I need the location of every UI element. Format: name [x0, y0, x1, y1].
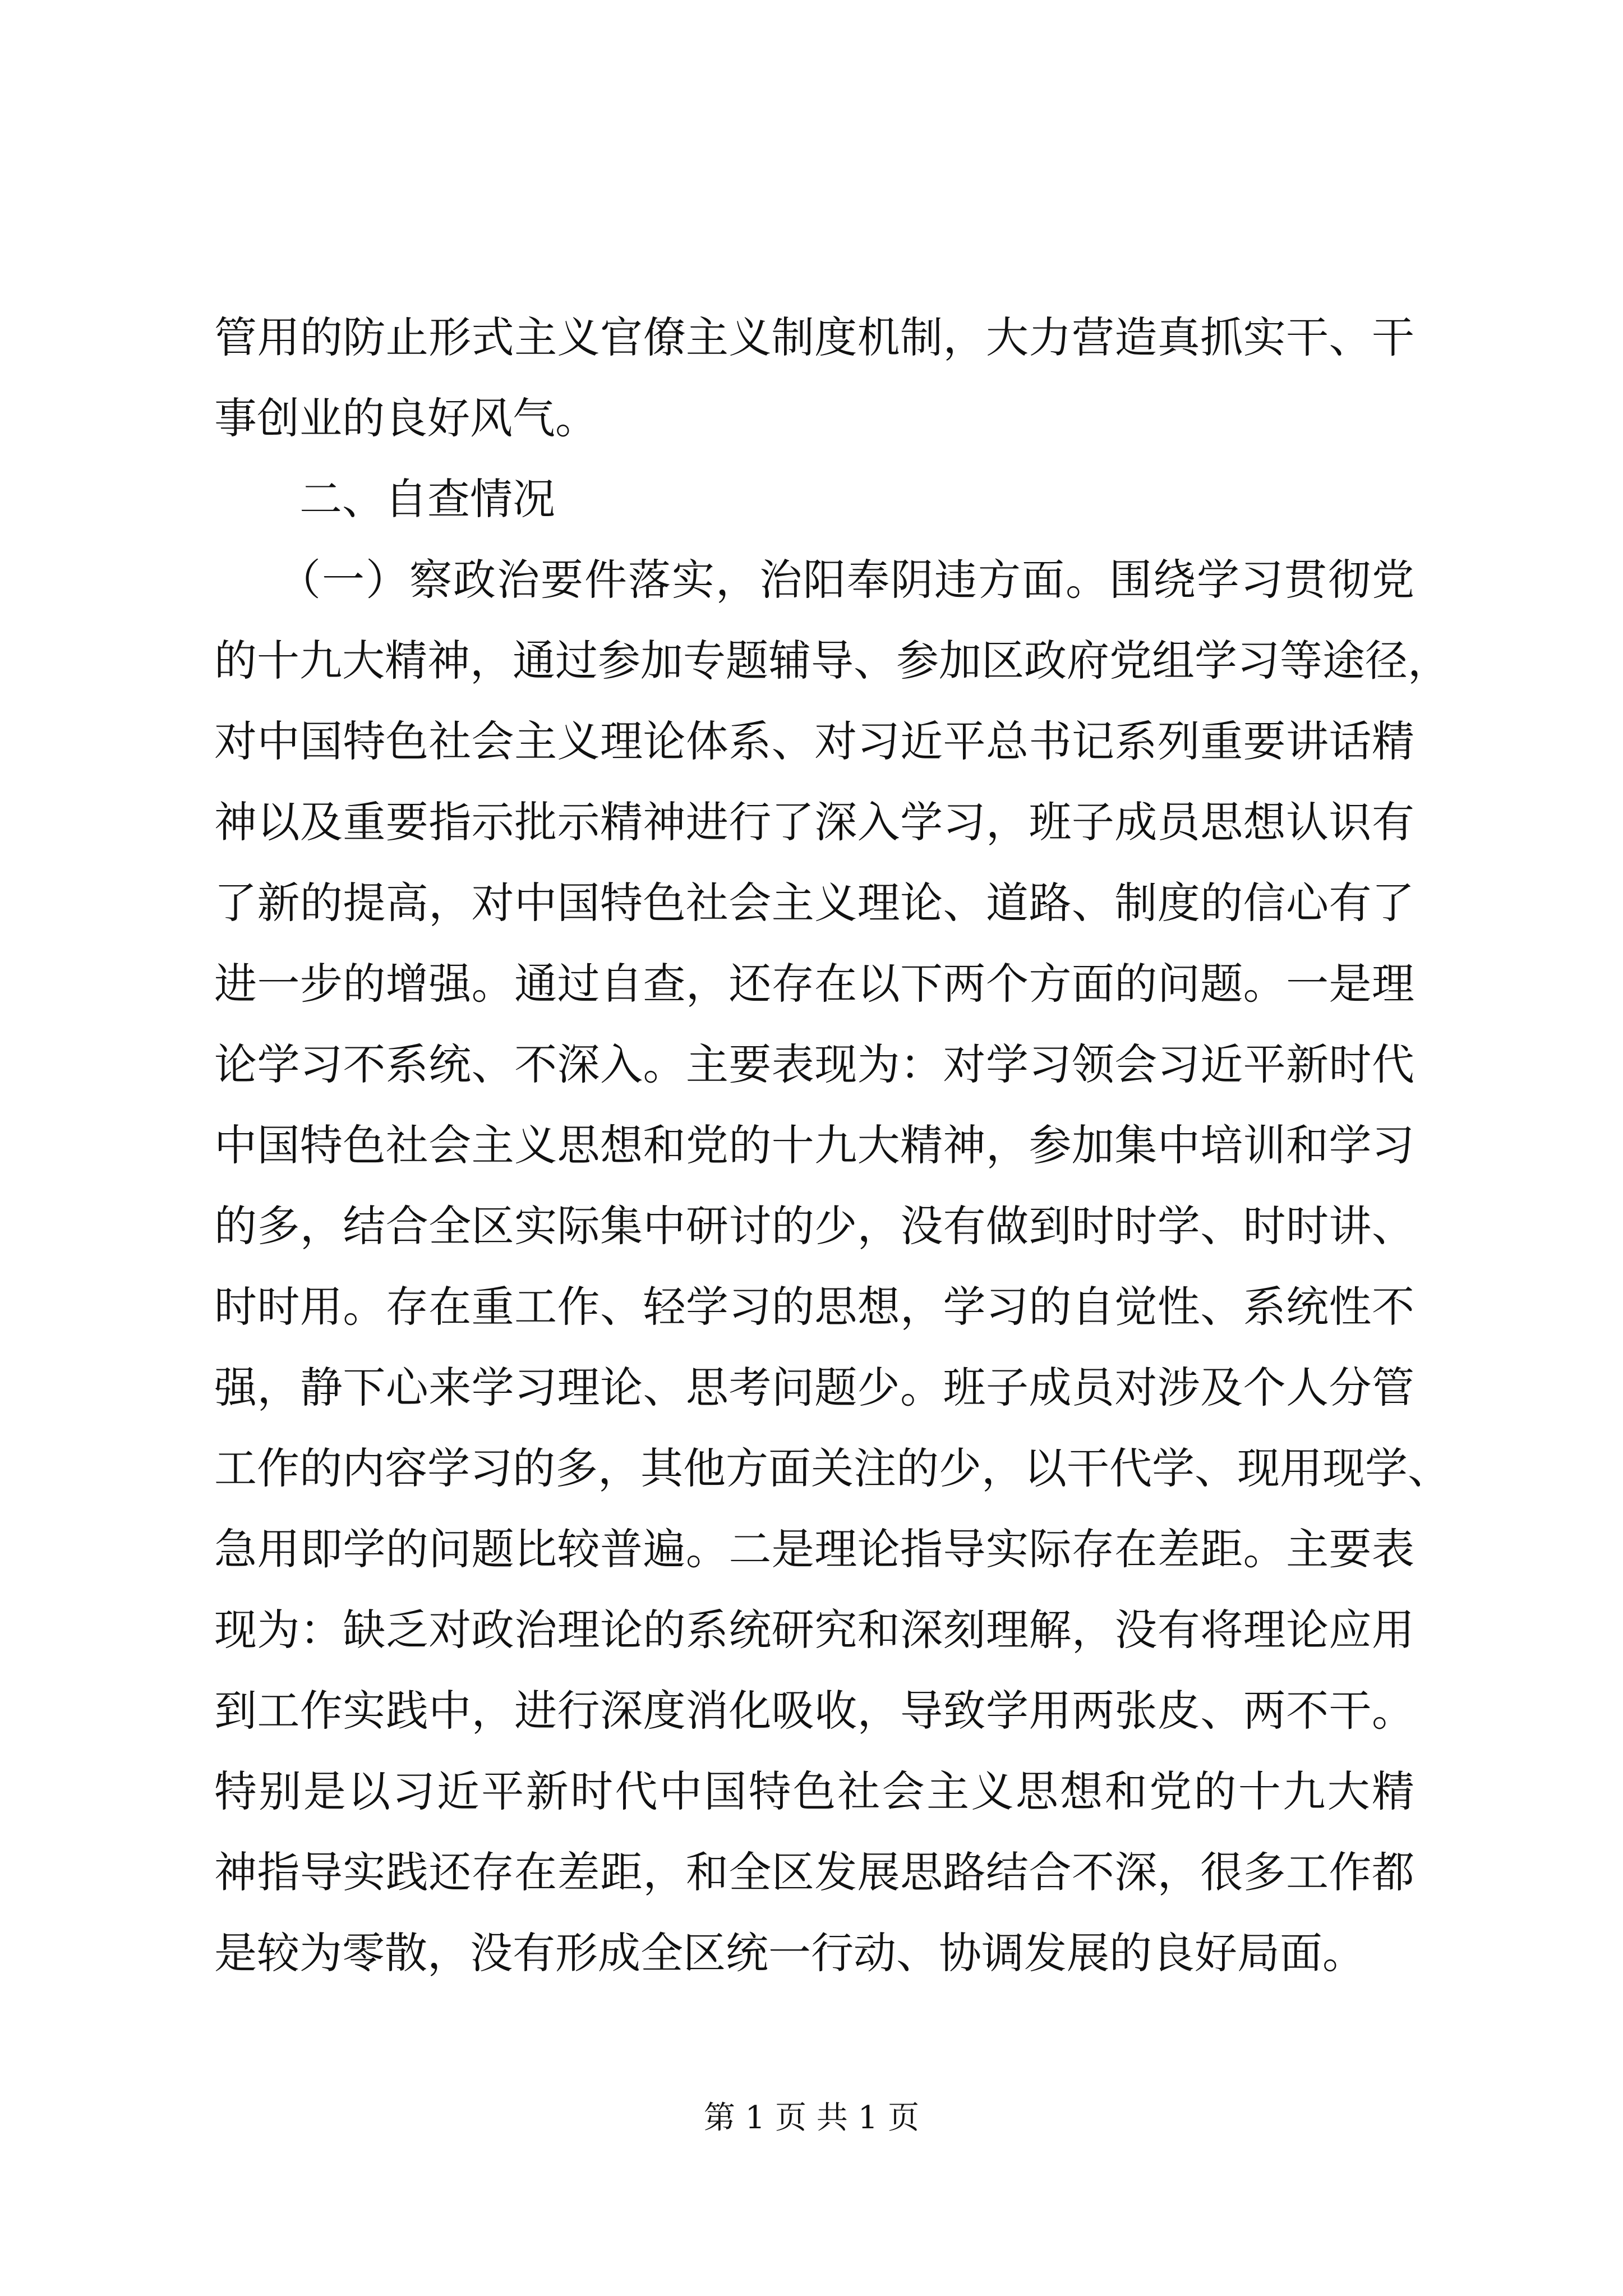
page-footer	[0, 2096, 1623, 2141]
text-line: 对中国特色社会主义理论体系、对习近平总书记系列重要讲话精	[214, 716, 1414, 766]
text-line: 神指导实践还存在差距，和全区发展思路结合不深，很多工作都	[214, 1847, 1414, 1897]
text-line: 的多，结合全区实际集中研讨的少，没有做到时时学、时时讲、	[214, 1201, 1414, 1251]
text-line: 管用的防止形式主义官僚主义制度机制，大力营造真抓实干、干	[214, 312, 1414, 362]
text-line: 是较为零散，没有形成全区统一行动、协调发展的良好局面。	[214, 1928, 1365, 1978]
text-line: 论学习不系统、不深入。主要表现为：对学习领会习近平新时代	[214, 1039, 1414, 1089]
text-line: 特别是以习近平新时代中国特色社会主义思想和党的十九大精	[214, 1766, 1414, 1816]
section-heading: 二、自查情况	[299, 474, 555, 524]
text-line: 事创业的良好风气。	[214, 393, 598, 443]
document-body	[214, 297, 1450, 1994]
text-line: 中国特色社会主义思想和党的十九大精神，参加集中培训和学习	[214, 1120, 1414, 1170]
text-line: 现为：缺乏对政治理论的系统研究和深刻理解，没有将理论应用	[214, 1605, 1414, 1655]
text-line: 神以及重要指示批示精神进行了深入学习，班子成员思想认识有	[214, 797, 1414, 847]
text-line: 工作的内容学习的多，其他方面关注的少，以干代学、现用现学、	[214, 1443, 1450, 1493]
text-line: 急用即学的问题比较普遍。二是理论指导实际存在差距。主要表	[214, 1524, 1414, 1574]
text-line: 的十九大精神，通过参加专题辅导、参加区政府党组学习等途径，	[214, 636, 1450, 685]
page-number-label: 第 1 页 共 1 页	[703, 2100, 920, 2136]
subsection-heading-line: （一）察政治要件落实，治阳奉阴违方面。围绕学习贯彻党	[278, 555, 1414, 605]
text-line: 强，静下心来学习理论、思考问题少。班子成员对涉及个人分管	[214, 1363, 1414, 1412]
text-line: 到工作实践中，进行深度消化吸收，导致学用两张皮、两不干。	[214, 1686, 1414, 1736]
text-line: 时时用。存在重工作、轻学习的思想，学习的自觉性、系统性不	[214, 1282, 1414, 1332]
text-line: 了新的提高，对中国特色社会主义理论、道路、制度的信心有了	[214, 878, 1414, 928]
text-line: 进一步的增强。通过自查，还存在以下两个方面的问题。一是理	[214, 959, 1414, 1009]
